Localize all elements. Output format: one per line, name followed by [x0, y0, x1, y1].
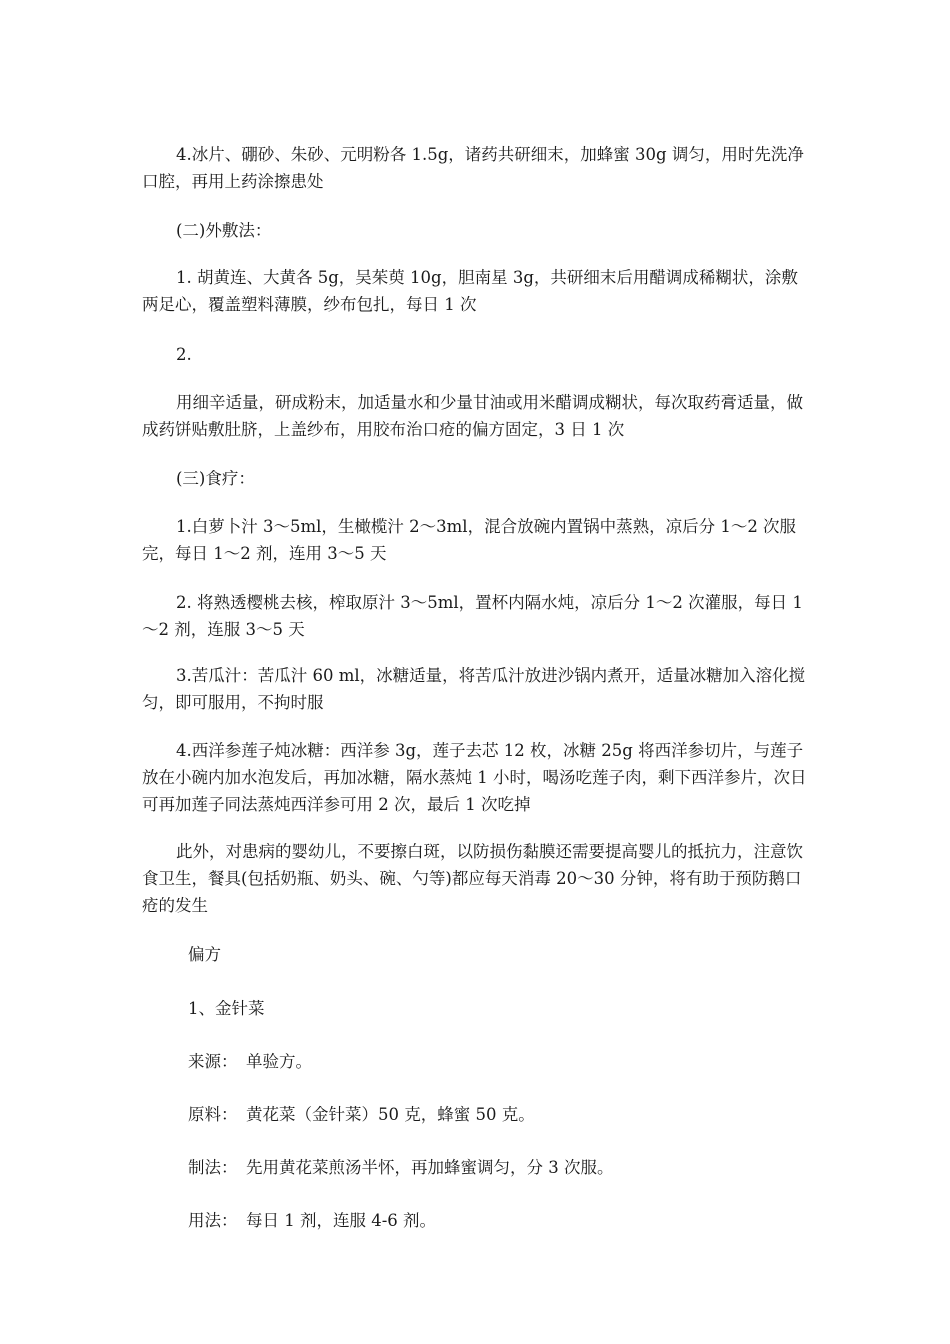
remedy-source-row — [188, 1048, 312, 1075]
remedy-ingredients-row — [188, 1101, 535, 1128]
ingredients-label: 原料： — [188, 1105, 238, 1124]
paragraph-bitter-melon-juice: 3.苦瓜汁：苦瓜汁 60 ml，冰糖适量，将苦瓜汁放进沙锅内煮开，适量冰糖加入溶化搅匀，即可服用，不拘时服 — [142, 666, 806, 712]
remedy-item-title: 1、金针菜 — [188, 999, 265, 1018]
remedy-method-row — [188, 1154, 614, 1181]
paragraph-american-ginseng-lotus: 4.西洋参莲子炖冰糖：西洋参 3g，莲子去芯 12 枚，冰糖 25g 将西洋参切片，与莲子放在小碗内加水泡发后，再加冰糖，隔水蒸炖 1 小时，喝汤吃莲子肉，剩下西洋参片，次日可再加莲子同法蒸炖西洋参可用 2 次，最后 1 次吃掉 — [142, 741, 807, 814]
source-value: 单验方。 — [246, 1052, 312, 1071]
heading-diet-therapy: (三)食疗： — [176, 469, 255, 488]
remedy-usage-row — [188, 1207, 436, 1234]
paragraph-coptis-rhubarb-remedy: 1. 胡黄连、大黄各 5g，吴茱萸 10g，胆南星 3g，共研细末后用醋调成稀糊状，涂敷两足心，覆盖塑料薄膜，纱布包扎，每日 1 次 — [142, 268, 798, 314]
source-label: 来源： — [188, 1052, 238, 1071]
paragraph-number-2: 2. — [176, 345, 192, 364]
ingredients-value: 黄花菜（金针菜）50 克，蜂蜜 50 克。 — [246, 1105, 535, 1124]
usage-label: 用法： — [188, 1211, 238, 1230]
method-value: 先用黄花菜煎汤半怀，再加蜂蜜调匀，分 3 次服。 — [246, 1158, 614, 1177]
usage-value: 每日 1 剂，连服 4-6 剂。 — [246, 1211, 437, 1230]
paragraph-radish-olive-juice: 1.白萝卜汁 3～5ml，生橄榄汁 2～3ml，混合放碗内置锅中蒸熟，凉后分 1～2 次服完，每日 1～2 剂，连用 3～5 天 — [142, 517, 797, 563]
heading-external-application: (二)外敷法： — [176, 221, 272, 240]
paragraph-ice-borax-remedy: 4.冰片、硼砂、朱砂、元明粉各 1.5g，诸药共研细末，加蜂蜜 30g 调匀，用时先洗净口腔，再用上药涂擦患处 — [142, 145, 804, 191]
paragraph-cherry-juice: 2. 将熟透樱桃去核，榨取原汁 3～5ml，置杯内隔水炖，凉后分 1～2 次灌服，每日 1～2 剂，连服 3～5 天 — [142, 593, 803, 639]
paragraph-asarum-navel-remedy: 用细辛适量，研成粉末，加适量水和少量甘油或用米醋调成糊状，每次取药膏适量，做成药饼贴敷肚脐，上盖纱布，用胶布治口疮的偏方固定，3 日 1 次 — [142, 393, 803, 439]
method-label: 制法： — [188, 1158, 238, 1177]
paragraph-infant-care-advice: 此外，对患病的婴幼儿，不要擦白斑，以防损伤黏膜还需要提高婴儿的抵抗力，注意饮食卫生，餐具(包括奶瓶、奶头、碗、勺等)都应每天消毒 20～30 分钟，将有助于预防鹅口疮的发生 — [142, 842, 803, 915]
remedy-section-title: 偏方 — [188, 945, 221, 964]
